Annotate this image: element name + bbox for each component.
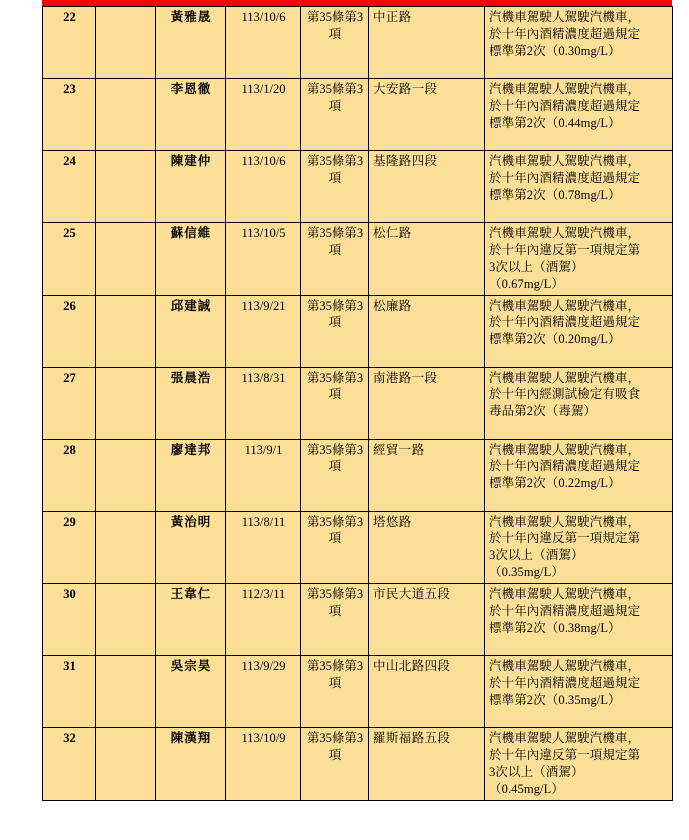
law-article: 第35條第3項 bbox=[301, 367, 369, 439]
row-number: 32 bbox=[43, 728, 96, 801]
offender-photo bbox=[96, 728, 156, 801]
violation-description-line: 於十年內違反第一項規定第 bbox=[489, 531, 641, 546]
violation-description-line: 汽機車駕駛人駕駛汽機車， bbox=[489, 587, 641, 601]
table-row bbox=[43, 367, 673, 439]
violation-description bbox=[485, 656, 673, 728]
violation-description bbox=[485, 79, 673, 151]
row-number: 28 bbox=[43, 439, 96, 511]
violation-description-line: 於十年內經測試檢定有吸食 bbox=[489, 387, 641, 402]
violation-location: 松廉路 bbox=[369, 295, 485, 367]
violation-description-line: 汽機車駕駛人駕駛汽機車， bbox=[489, 226, 641, 240]
violation-description-line: 毒品第2次（毒駕） bbox=[489, 404, 597, 419]
violation-description-line: （0.45mg/L） bbox=[489, 781, 564, 796]
violation-description-line: 於十年內酒精濃度超過規定 bbox=[489, 675, 641, 690]
violation-date: 113/9/1 bbox=[226, 439, 301, 511]
law-article: 第35條第3項 bbox=[301, 656, 369, 728]
row-number: 29 bbox=[43, 511, 96, 584]
offender-name: 吳宗昊 bbox=[156, 656, 226, 728]
violation-description-line: 汽機車駕駛人駕駛汽機車， bbox=[489, 154, 641, 168]
table-row bbox=[43, 511, 673, 584]
violation-description-line: 標準第2次（0.20mg/L） bbox=[489, 332, 621, 347]
violation-description-line: 於十年內酒精濃度超過規定 bbox=[489, 170, 641, 185]
offender-name: 廖達邦 bbox=[156, 439, 226, 511]
law-article: 第35條第3項 bbox=[301, 439, 369, 511]
violation-description bbox=[485, 728, 673, 801]
row-number: 26 bbox=[43, 295, 96, 367]
violation-description-line: 3次以上（酒駕） bbox=[489, 764, 584, 779]
violation-description-line: 汽機車駕駛人駕駛汽機車， bbox=[489, 659, 641, 673]
offender-photo bbox=[96, 367, 156, 439]
table-row bbox=[43, 295, 673, 367]
offender-name: 黃治明 bbox=[156, 511, 226, 584]
violation-description-line: （0.67mg/L） bbox=[489, 276, 564, 291]
law-article: 第35條第3項 bbox=[301, 151, 369, 223]
offender-photo bbox=[96, 656, 156, 728]
table-row bbox=[43, 728, 673, 801]
violation-date: 113/10/6 bbox=[226, 151, 301, 223]
offender-name: 李恩徹 bbox=[156, 79, 226, 151]
violation-date: 113/8/11 bbox=[226, 511, 301, 584]
law-article: 第35條第3項 bbox=[301, 295, 369, 367]
violation-description-line: 於十年內酒精濃度超過規定 bbox=[489, 26, 641, 41]
table-row bbox=[43, 7, 673, 79]
violation-location: 大安路一段 bbox=[369, 79, 485, 151]
violation-location: 中正路 bbox=[369, 7, 485, 79]
row-number: 30 bbox=[43, 584, 96, 656]
table-row bbox=[43, 151, 673, 223]
violation-description bbox=[485, 151, 673, 223]
offender-photo bbox=[96, 439, 156, 511]
violation-description-line: 標準第2次（0.44mg/L） bbox=[489, 115, 621, 130]
offender-photo bbox=[96, 7, 156, 79]
violation-date: 113/9/29 bbox=[226, 656, 301, 728]
violation-date: 113/8/31 bbox=[226, 367, 301, 439]
violation-description bbox=[485, 511, 673, 584]
violation-description-line: 汽機車駕駛人駕駛汽機車， bbox=[489, 10, 641, 24]
violation-description-line: 於十年內酒精濃度超過規定 bbox=[489, 603, 641, 618]
violation-description bbox=[485, 7, 673, 79]
row-number: 27 bbox=[43, 367, 96, 439]
violation-description-line: 3次以上（酒駕） bbox=[489, 548, 584, 563]
table-row bbox=[43, 656, 673, 728]
violation-description-line: 於十年內酒精濃度超過規定 bbox=[489, 98, 641, 113]
law-article: 第35條第3項 bbox=[301, 728, 369, 801]
offender-name: 陳建仲 bbox=[156, 151, 226, 223]
violation-date: 113/10/6 bbox=[226, 7, 301, 79]
offender-name: 邱建誠 bbox=[156, 295, 226, 367]
row-number: 23 bbox=[43, 79, 96, 151]
violation-date: 113/10/9 bbox=[226, 728, 301, 801]
violation-description-line: 3次以上（酒駕） bbox=[489, 259, 584, 274]
offender-name: 黃雅晟 bbox=[156, 7, 226, 79]
violation-description-line: 標準第2次（0.78mg/L） bbox=[489, 187, 621, 202]
violation-description-line: 於十年內違反第一項規定第 bbox=[489, 242, 641, 257]
offender-name: 陳漢翔 bbox=[156, 728, 226, 801]
violation-location: 塔悠路 bbox=[369, 511, 485, 584]
violation-location: 松仁路 bbox=[369, 223, 485, 296]
violation-description-line: 標準第2次（0.30mg/L） bbox=[489, 43, 621, 58]
violation-location: 基隆路四段 bbox=[369, 151, 485, 223]
offender-photo bbox=[96, 79, 156, 151]
offender-photo bbox=[96, 295, 156, 367]
violation-description bbox=[485, 223, 673, 296]
violation-description-line: 於十年內酒精濃度超過規定 bbox=[489, 315, 641, 330]
violation-date: 113/1/20 bbox=[226, 79, 301, 151]
row-number: 25 bbox=[43, 223, 96, 296]
violation-description-line: 標準第2次（0.38mg/L） bbox=[489, 620, 621, 635]
row-number: 24 bbox=[43, 151, 96, 223]
violation-description-line: 汽機車駕駛人駕駛汽機車， bbox=[489, 731, 641, 745]
table-row bbox=[43, 223, 673, 296]
violation-description bbox=[485, 439, 673, 511]
offender-photo bbox=[96, 511, 156, 584]
row-number: 31 bbox=[43, 656, 96, 728]
violation-description-line: 汽機車駕駛人駕駛汽機車， bbox=[489, 82, 641, 96]
offender-name: 王韋仁 bbox=[156, 584, 226, 656]
table-row bbox=[43, 584, 673, 656]
law-article: 第35條第3項 bbox=[301, 7, 369, 79]
violation-description-line: （0.35mg/L） bbox=[489, 565, 564, 580]
violation-location: 南港路一段 bbox=[369, 367, 485, 439]
law-article: 第35條第3項 bbox=[301, 511, 369, 584]
violation-description-line: 汽機車駕駛人駕駛汽機車， bbox=[489, 442, 641, 457]
violation-description-line: 標準第2次（0.35mg/L） bbox=[489, 692, 621, 707]
offender-photo bbox=[96, 151, 156, 223]
offender-name: 張晨浩 bbox=[156, 367, 226, 439]
violation-description bbox=[485, 584, 673, 656]
violation-date: 112/3/11 bbox=[226, 584, 301, 656]
law-article: 第35條第3項 bbox=[301, 223, 369, 296]
violation-description-line: 汽機車駕駛人駕駛汽機車， bbox=[489, 514, 641, 529]
violation-description-line: 汽機車駕駛人駕駛汽機車， bbox=[489, 370, 641, 385]
violation-location: 市民大道五段 bbox=[369, 584, 485, 656]
violation-description-line: 於十年內違反第一項規定第 bbox=[489, 747, 641, 762]
table-row bbox=[43, 79, 673, 151]
offender-name: 蘇信維 bbox=[156, 223, 226, 296]
table-row bbox=[43, 439, 673, 511]
violations-table bbox=[42, 6, 673, 801]
violation-location: 中山北路四段 bbox=[369, 656, 485, 728]
offender-photo bbox=[96, 584, 156, 656]
violation-description-line: 汽機車駕駛人駕駛汽機車， bbox=[489, 298, 641, 313]
row-number: 22 bbox=[43, 7, 96, 79]
violation-description bbox=[485, 295, 673, 367]
violation-description-line: 標準第2次（0.22mg/L） bbox=[489, 476, 621, 491]
law-article: 第35條第3項 bbox=[301, 79, 369, 151]
violation-date: 113/10/5 bbox=[226, 223, 301, 296]
violation-location: 羅斯福路五段 bbox=[369, 728, 485, 801]
violation-location: 經貿一路 bbox=[369, 439, 485, 511]
offender-photo bbox=[96, 223, 156, 296]
violation-date: 113/9/21 bbox=[226, 295, 301, 367]
violations-table-body bbox=[43, 7, 673, 801]
violation-description bbox=[485, 367, 673, 439]
law-article: 第35條第3項 bbox=[301, 584, 369, 656]
violation-description-line: 於十年內酒精濃度超過規定 bbox=[489, 459, 641, 474]
